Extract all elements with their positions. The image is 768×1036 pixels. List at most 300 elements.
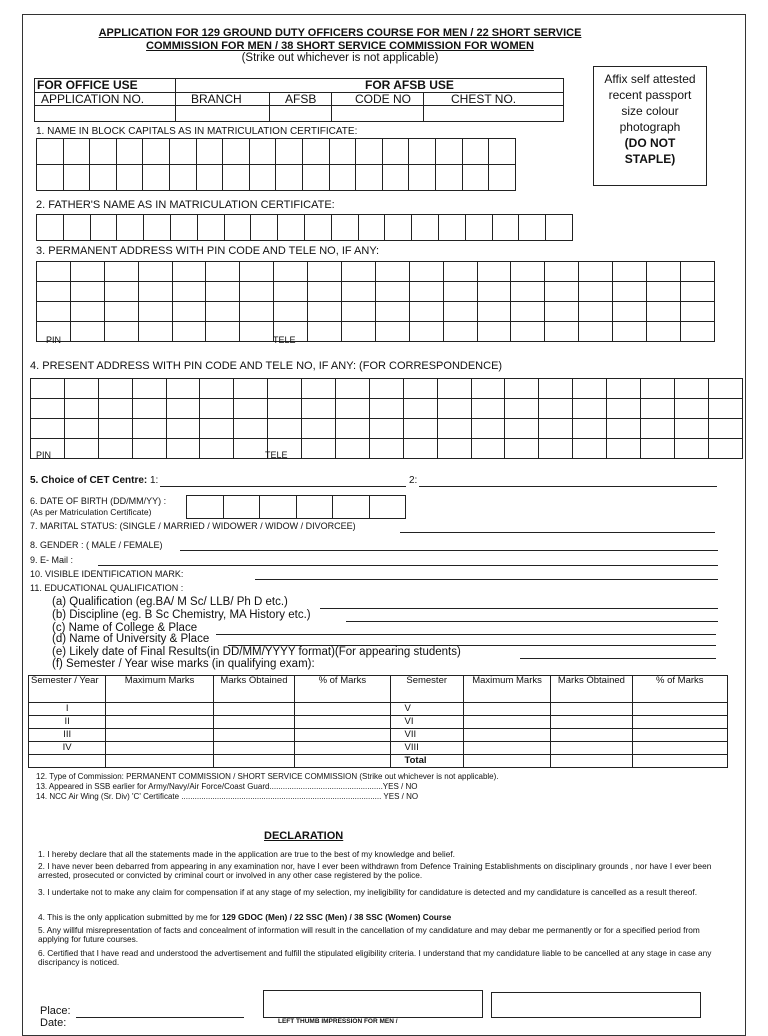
char-cell[interactable]	[708, 379, 742, 399]
name-grid[interactable]	[36, 138, 516, 191]
char-cell[interactable]	[336, 399, 370, 419]
place-line[interactable]	[76, 1017, 244, 1018]
q5-choice2-line[interactable]	[419, 486, 717, 487]
char-cell[interactable]	[206, 322, 240, 342]
char-cell[interactable]	[613, 262, 647, 282]
char-cell[interactable]	[166, 399, 200, 419]
th-semester: Semester	[390, 676, 463, 703]
char-cell[interactable]	[607, 379, 641, 399]
char-cell[interactable]	[104, 302, 138, 322]
table-cell[interactable]	[29, 755, 106, 768]
char-cell[interactable]	[505, 419, 539, 439]
char-cell[interactable]	[356, 165, 383, 191]
table-cell[interactable]	[295, 755, 390, 768]
char-cell[interactable]	[138, 322, 172, 342]
sem-cell: V	[390, 703, 463, 716]
char-cell[interactable]	[64, 439, 98, 459]
q7-line[interactable]	[400, 532, 715, 533]
table-cell[interactable]	[463, 755, 550, 768]
char-cell[interactable]	[539, 439, 573, 459]
table-cell[interactable]	[632, 703, 727, 716]
char-cell[interactable]	[462, 165, 489, 191]
branch-label: BRANCH	[191, 92, 242, 106]
sem-cell: I	[29, 703, 106, 716]
present-address-grid[interactable]	[30, 378, 743, 459]
q4-label: 4. PRESENT ADDRESS WITH PIN CODE AND TELE NO, IF ANY: (FOR CORRESPONDENCE)	[30, 360, 503, 372]
table-cell[interactable]	[551, 729, 632, 742]
char-cell[interactable]	[545, 262, 579, 282]
char-cell[interactable]	[613, 282, 647, 302]
char-cell[interactable]	[489, 165, 516, 191]
char-cell[interactable]	[308, 282, 342, 302]
char-cell[interactable]	[674, 419, 708, 439]
char-cell[interactable]	[117, 215, 144, 241]
table-cell[interactable]	[295, 729, 390, 742]
q11a-label: (a) Qualification (eg.BA/ M Sc/ LLB/ Ph D etc.)	[52, 596, 288, 608]
char-cell[interactable]	[31, 399, 65, 419]
char-cell[interactable]	[573, 419, 607, 439]
char-cell[interactable]	[308, 302, 342, 322]
char-cell[interactable]	[223, 165, 250, 191]
char-cell[interactable]	[172, 282, 206, 302]
char-cell[interactable]	[477, 302, 511, 322]
for-afsb-use-label: FOR AFSB USE	[365, 78, 454, 92]
char-cell[interactable]	[443, 302, 477, 322]
q8-label: 8. GENDER : ( MALE / FEMALE)	[30, 540, 163, 550]
char-cell[interactable]	[358, 215, 385, 241]
char-cell[interactable]	[336, 379, 370, 399]
char-cell[interactable]	[545, 322, 579, 342]
char-cell[interactable]	[116, 139, 143, 165]
char-cell[interactable]	[708, 439, 742, 459]
char-cell[interactable]	[64, 419, 98, 439]
char-cell[interactable]	[437, 419, 471, 439]
char-cell[interactable]	[409, 165, 436, 191]
char-cell[interactable]	[197, 215, 224, 241]
char-cell[interactable]	[331, 215, 358, 241]
char-cell[interactable]	[336, 419, 370, 439]
char-cell[interactable]	[443, 282, 477, 302]
char-cell[interactable]	[187, 496, 224, 519]
declaration-4	[38, 913, 714, 922]
photo-line2: recent passport	[608, 88, 692, 102]
q14-label: 14. NCC Air Wing (Sr. Div) 'C' Certificate .......................................................................................... YES / NO	[36, 792, 419, 801]
table-cell[interactable]	[106, 729, 213, 742]
char-cell[interactable]	[166, 439, 200, 459]
char-cell[interactable]	[539, 419, 573, 439]
char-cell[interactable]	[274, 302, 308, 322]
table-cell[interactable]	[106, 703, 213, 716]
char-cell[interactable]	[31, 379, 65, 399]
char-cell[interactable]	[37, 262, 71, 282]
char-cell[interactable]	[206, 282, 240, 302]
char-cell[interactable]	[435, 139, 462, 165]
char-cell[interactable]	[63, 215, 90, 241]
char-cell[interactable]	[240, 322, 274, 342]
table-cell[interactable]	[551, 755, 632, 768]
char-cell[interactable]	[435, 165, 462, 191]
char-cell[interactable]	[443, 262, 477, 282]
char-cell[interactable]	[268, 399, 302, 419]
char-cell[interactable]	[224, 215, 251, 241]
char-cell[interactable]	[409, 282, 443, 302]
char-cell[interactable]	[539, 399, 573, 419]
char-cell[interactable]	[579, 322, 613, 342]
char-cell[interactable]	[116, 165, 143, 191]
char-cell[interactable]	[579, 282, 613, 302]
char-cell[interactable]	[546, 215, 573, 241]
char-cell[interactable]	[70, 302, 104, 322]
declaration-5: 5. Any willful misrepresentation of facts and concealment of information will result in the cancellation of my candidature and may debar me permanently or for a specified period from applying for future courses.	[38, 925, 700, 945]
char-cell[interactable]	[342, 262, 376, 282]
char-cell[interactable]	[234, 399, 268, 419]
application-no-label: APPLICATION NO.	[41, 92, 145, 106]
char-cell[interactable]	[169, 139, 196, 165]
char-cell[interactable]	[37, 165, 64, 191]
char-cell[interactable]	[234, 379, 268, 399]
char-cell[interactable]	[37, 302, 71, 322]
table-cell[interactable]	[632, 729, 727, 742]
thumb-label: LEFT THUMB IMPRESSION FOR MEN /	[278, 1018, 398, 1025]
table-cell[interactable]	[106, 755, 213, 768]
char-cell[interactable]	[641, 419, 675, 439]
grid-row	[37, 262, 715, 282]
char-cell[interactable]	[573, 379, 607, 399]
char-cell[interactable]	[369, 496, 406, 519]
table-cell[interactable]	[551, 716, 632, 729]
char-cell[interactable]	[674, 399, 708, 419]
char-cell[interactable]	[477, 322, 511, 342]
char-cell[interactable]	[375, 302, 409, 322]
char-cell[interactable]	[37, 282, 71, 302]
char-cell[interactable]	[438, 215, 465, 241]
char-cell[interactable]	[63, 139, 90, 165]
char-cell[interactable]	[90, 165, 117, 191]
char-cell[interactable]	[138, 302, 172, 322]
char-cell[interactable]	[369, 439, 403, 459]
char-cell[interactable]	[647, 322, 681, 342]
char-cell[interactable]	[104, 282, 138, 302]
char-cell[interactable]	[70, 322, 104, 342]
char-cell[interactable]	[409, 262, 443, 282]
char-cell[interactable]	[385, 215, 412, 241]
char-cell[interactable]	[90, 139, 117, 165]
q11e-line[interactable]	[520, 658, 716, 659]
char-cell[interactable]	[170, 215, 197, 241]
table-cell[interactable]	[463, 742, 550, 755]
char-cell[interactable]	[64, 379, 98, 399]
char-cell[interactable]	[545, 302, 579, 322]
char-cell[interactable]	[647, 302, 681, 322]
char-cell[interactable]	[64, 399, 98, 419]
char-cell[interactable]	[251, 215, 278, 241]
char-cell[interactable]	[465, 215, 492, 241]
table-cell[interactable]	[463, 703, 550, 716]
char-cell[interactable]	[166, 379, 200, 399]
char-cell[interactable]	[607, 439, 641, 459]
char-cell[interactable]	[539, 379, 573, 399]
char-cell[interactable]	[143, 165, 170, 191]
char-cell[interactable]	[63, 165, 90, 191]
char-cell[interactable]	[249, 139, 276, 165]
char-cell[interactable]	[329, 139, 356, 165]
char-cell[interactable]	[680, 262, 714, 282]
char-cell[interactable]	[104, 322, 138, 342]
char-cell[interactable]	[471, 379, 505, 399]
char-cell[interactable]	[276, 165, 303, 191]
total-label: Total	[390, 755, 463, 768]
char-cell[interactable]	[403, 399, 437, 419]
char-cell[interactable]	[375, 322, 409, 342]
char-cell[interactable]	[409, 139, 436, 165]
char-cell[interactable]	[613, 322, 647, 342]
table-cell[interactable]	[632, 755, 727, 768]
char-cell[interactable]	[613, 302, 647, 322]
table-cell[interactable]	[295, 742, 390, 755]
char-cell[interactable]	[234, 439, 268, 459]
char-cell[interactable]	[31, 419, 65, 439]
char-cell[interactable]	[579, 302, 613, 322]
signature-box[interactable]	[491, 992, 701, 1018]
char-cell[interactable]	[437, 379, 471, 399]
char-cell[interactable]	[342, 322, 376, 342]
char-cell[interactable]	[98, 439, 132, 459]
char-cell[interactable]	[511, 282, 545, 302]
char-cell[interactable]	[223, 496, 260, 519]
q11b-line[interactable]	[346, 621, 718, 622]
char-cell[interactable]	[278, 215, 305, 241]
char-cell[interactable]	[412, 215, 439, 241]
table-row	[29, 716, 728, 729]
char-cell[interactable]	[70, 282, 104, 302]
char-cell[interactable]	[138, 282, 172, 302]
char-cell[interactable]	[98, 379, 132, 399]
char-cell[interactable]	[477, 282, 511, 302]
table-cell[interactable]	[106, 742, 213, 755]
char-cell[interactable]	[308, 262, 342, 282]
q11c-line[interactable]	[216, 634, 716, 635]
char-cell[interactable]	[545, 282, 579, 302]
char-cell[interactable]	[206, 302, 240, 322]
char-cell[interactable]	[674, 439, 708, 459]
char-cell[interactable]	[132, 419, 166, 439]
char-cell[interactable]	[641, 439, 675, 459]
char-cell[interactable]	[333, 496, 370, 519]
char-cell[interactable]	[268, 379, 302, 399]
table-cell[interactable]	[551, 703, 632, 716]
char-cell[interactable]	[462, 139, 489, 165]
char-cell[interactable]	[489, 139, 516, 165]
char-cell[interactable]	[296, 496, 333, 519]
char-cell[interactable]	[511, 262, 545, 282]
char-cell[interactable]	[169, 165, 196, 191]
char-cell[interactable]	[302, 439, 336, 459]
char-cell[interactable]	[708, 419, 742, 439]
char-cell[interactable]	[260, 496, 297, 519]
char-cell[interactable]	[276, 139, 303, 165]
char-cell[interactable]	[304, 215, 331, 241]
table-row	[29, 755, 728, 768]
table-cell[interactable]	[295, 716, 390, 729]
char-cell[interactable]	[369, 379, 403, 399]
table-cell[interactable]	[295, 703, 390, 716]
char-cell[interactable]	[234, 419, 268, 439]
char-cell[interactable]	[477, 262, 511, 282]
char-cell[interactable]	[240, 262, 274, 282]
q8-line[interactable]	[180, 550, 718, 551]
char-cell[interactable]	[206, 262, 240, 282]
char-cell[interactable]	[437, 439, 471, 459]
char-cell[interactable]	[302, 139, 329, 165]
char-cell[interactable]	[172, 322, 206, 342]
char-cell[interactable]	[647, 262, 681, 282]
char-cell[interactable]	[196, 139, 223, 165]
char-cell[interactable]	[166, 419, 200, 439]
grid-row	[31, 439, 743, 459]
char-cell[interactable]	[579, 262, 613, 282]
q11b-label: (b) Discipline (eg. B Sc Chemistry, MA History etc.)	[52, 609, 311, 621]
q10-line[interactable]	[255, 579, 718, 580]
office-use-box	[34, 78, 564, 122]
char-cell[interactable]	[302, 419, 336, 439]
char-cell[interactable]	[200, 419, 234, 439]
permanent-address-grid[interactable]	[36, 261, 715, 342]
char-cell[interactable]	[104, 262, 138, 282]
char-cell[interactable]	[573, 439, 607, 459]
char-cell[interactable]	[144, 215, 171, 241]
char-cell[interactable]	[505, 399, 539, 419]
char-cell[interactable]	[268, 419, 302, 439]
char-cell[interactable]	[674, 379, 708, 399]
table-cell[interactable]	[551, 742, 632, 755]
char-cell[interactable]	[403, 419, 437, 439]
char-cell[interactable]	[240, 302, 274, 322]
char-cell[interactable]	[132, 439, 166, 459]
char-cell[interactable]	[680, 302, 714, 322]
table-cell[interactable]	[463, 729, 550, 742]
char-cell[interactable]	[274, 282, 308, 302]
char-cell[interactable]	[37, 139, 64, 165]
q10-label: 10. VISIBLE IDENTIFICATION MARK:	[30, 569, 184, 579]
char-cell[interactable]	[607, 399, 641, 419]
char-cell[interactable]	[37, 215, 64, 241]
grid-row	[31, 399, 743, 419]
char-cell[interactable]	[505, 439, 539, 459]
char-cell[interactable]	[409, 322, 443, 342]
char-cell[interactable]	[505, 379, 539, 399]
char-cell[interactable]	[240, 282, 274, 302]
char-cell[interactable]	[607, 419, 641, 439]
char-cell[interactable]	[302, 379, 336, 399]
char-cell[interactable]	[132, 379, 166, 399]
th-marks-obtained-1: Marks Obtained	[213, 676, 294, 703]
table-cell[interactable]	[213, 755, 294, 768]
char-cell[interactable]	[519, 215, 546, 241]
q11a-line[interactable]	[320, 608, 718, 609]
char-cell[interactable]	[200, 379, 234, 399]
char-cell[interactable]	[471, 419, 505, 439]
table-cell[interactable]	[213, 742, 294, 755]
pres-pin-label: PIN	[36, 450, 52, 460]
char-cell[interactable]	[369, 419, 403, 439]
char-cell[interactable]	[369, 399, 403, 419]
char-cell[interactable]	[573, 399, 607, 419]
char-cell[interactable]	[90, 215, 117, 241]
char-cell[interactable]	[342, 282, 376, 302]
char-cell[interactable]	[138, 262, 172, 282]
char-cell[interactable]	[342, 302, 376, 322]
table-cell[interactable]	[213, 703, 294, 716]
char-cell[interactable]	[98, 419, 132, 439]
char-cell[interactable]	[647, 282, 681, 302]
thumb-impression-box[interactable]	[263, 990, 483, 1018]
q11e-label: (e) Likely date of Final Results(in DD/MM/YYYY format)(For appearing students)	[52, 646, 461, 658]
char-cell[interactable]	[680, 282, 714, 302]
char-cell[interactable]	[302, 165, 329, 191]
char-cell[interactable]	[471, 399, 505, 419]
char-cell[interactable]	[680, 322, 714, 342]
char-cell[interactable]	[249, 165, 276, 191]
char-cell[interactable]	[132, 399, 166, 419]
q11d-label: (d) Name of University & Place	[52, 633, 210, 645]
char-cell[interactable]	[492, 215, 519, 241]
char-cell[interactable]	[511, 322, 545, 342]
char-cell[interactable]	[172, 302, 206, 322]
q7-label: 7. MARITAL STATUS: (SINGLE / MARRIED / WIDOWER / WIDOW / DIVORCEE)	[30, 521, 356, 531]
char-cell[interactable]	[329, 165, 356, 191]
char-cell[interactable]	[511, 302, 545, 322]
char-cell[interactable]	[708, 399, 742, 419]
char-cell[interactable]	[336, 439, 370, 459]
char-cell[interactable]	[70, 262, 104, 282]
char-cell[interactable]	[200, 439, 234, 459]
char-cell[interactable]	[403, 439, 437, 459]
char-cell[interactable]	[274, 262, 308, 282]
char-cell[interactable]	[641, 379, 675, 399]
table-cell[interactable]	[632, 716, 727, 729]
char-cell[interactable]	[641, 399, 675, 419]
char-cell[interactable]	[223, 139, 250, 165]
q9-line[interactable]	[98, 565, 718, 566]
char-cell[interactable]	[356, 139, 383, 165]
char-cell[interactable]	[98, 399, 132, 419]
char-cell[interactable]	[471, 439, 505, 459]
table-cell[interactable]	[213, 729, 294, 742]
char-cell[interactable]	[308, 322, 342, 342]
table-cell[interactable]	[106, 716, 213, 729]
char-cell[interactable]	[443, 322, 477, 342]
father-name-grid[interactable]	[36, 214, 573, 241]
dob-grid[interactable]	[186, 495, 406, 519]
char-cell[interactable]	[200, 399, 234, 419]
char-cell[interactable]	[375, 262, 409, 282]
char-cell[interactable]	[382, 165, 409, 191]
char-cell[interactable]	[382, 139, 409, 165]
char-cell[interactable]	[375, 282, 409, 302]
char-cell[interactable]	[196, 165, 223, 191]
char-cell[interactable]	[302, 399, 336, 419]
char-cell[interactable]	[437, 399, 471, 419]
char-cell[interactable]	[409, 302, 443, 322]
char-cell[interactable]	[143, 139, 170, 165]
form-subtitle: (Strike out whichever is not applicable)	[241, 52, 439, 64]
char-cell[interactable]	[403, 379, 437, 399]
table-cell[interactable]	[213, 716, 294, 729]
table-cell[interactable]	[632, 742, 727, 755]
char-cell[interactable]	[172, 262, 206, 282]
q5-choice1-line[interactable]	[160, 486, 406, 487]
table-cell[interactable]	[463, 716, 550, 729]
